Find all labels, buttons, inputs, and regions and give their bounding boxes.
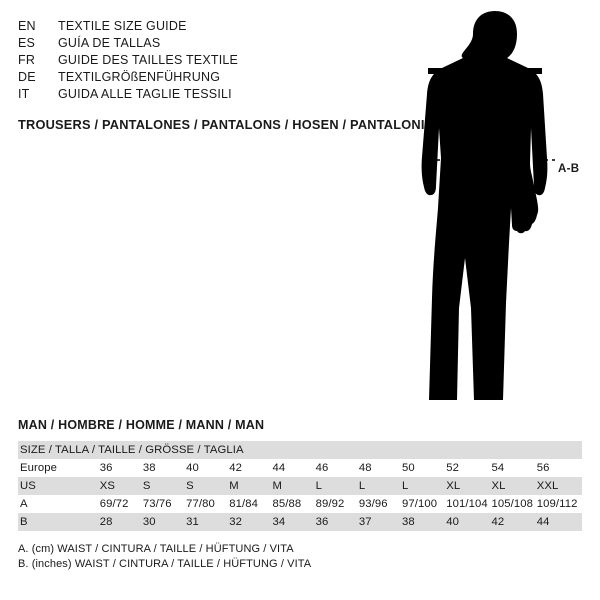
language-text-fr: GUIDE DES TAILLES TEXTILE <box>58 53 239 67</box>
cell-europe-5: 46 <box>315 462 329 474</box>
cell-us-4: M <box>272 477 315 495</box>
cell-a-8: 101/104 <box>446 498 488 510</box>
language-text-de: TEXTILGRÖßENFÜHRUNG <box>58 70 221 84</box>
cell-us-10: XXL <box>537 477 582 495</box>
cell-us-7: L <box>402 477 446 495</box>
language-code-en: EN <box>18 19 36 33</box>
cell-b-7: 38 <box>402 513 446 531</box>
cell-europe-7: 50 <box>402 462 415 474</box>
cell-a-5: 89/92 <box>315 498 345 510</box>
language-code-de: DE <box>18 70 36 84</box>
language-code-it: IT <box>18 87 30 101</box>
cell-a-10: 109/112 <box>536 498 578 510</box>
row-label-size: SIZE / TALLA / TAILLE / GRÖSSE / TAGLIA <box>18 441 582 459</box>
cell-us-1: S <box>143 477 186 495</box>
cell-europe-1: 38 <box>142 462 156 474</box>
language-text-en: TEXTILE SIZE GUIDE <box>58 19 187 33</box>
cell-us-9: XL <box>492 477 537 495</box>
cell-a-3: 81/84 <box>229 498 259 510</box>
cell-b-8: 40 <box>446 513 491 531</box>
language-text-es: GUÍA DE TALLAS <box>58 36 161 50</box>
cell-europe-2: 40 <box>186 462 199 474</box>
cell-a-7: 97/100 <box>402 498 438 510</box>
cell-us-8: XL <box>446 477 491 495</box>
cell-b-4: 34 <box>272 513 315 531</box>
cell-b-3: 32 <box>229 513 272 531</box>
cell-europe-10: 56 <box>536 462 550 474</box>
row-label-europe: Europe <box>20 462 58 474</box>
cell-europe-6: 48 <box>358 462 372 474</box>
cell-a-6: 93/96 <box>358 498 388 510</box>
language-header <box>18 18 238 103</box>
table-row-europe <box>18 459 582 477</box>
cell-a-0: 69/72 <box>99 498 129 510</box>
cell-b-0: 28 <box>100 513 143 531</box>
language-row-fr <box>18 52 238 69</box>
table-group-title: MAN / HOMBRE / HOMME / MANN / MAN <box>18 418 265 432</box>
footnote-b: B. (inches) WAIST / CINTURA / TAILLE / HÜFTUNG / VITA <box>18 558 312 570</box>
cell-us-3: M <box>229 477 272 495</box>
cell-a-1: 73/76 <box>142 498 172 510</box>
cell-b-1: 30 <box>143 513 186 531</box>
cell-a-9: 105/108 <box>491 498 534 510</box>
cell-a-4: 85/88 <box>272 498 302 510</box>
language-row-it <box>18 86 238 103</box>
row-label-us: US <box>18 477 100 495</box>
cell-europe-9: 54 <box>491 462 505 474</box>
table-row-b <box>18 513 582 531</box>
cell-europe-8: 52 <box>446 462 459 474</box>
category-title: TROUSERS / PANTALONES / PANTALONS / HOSEN / PANTALONI <box>18 117 425 132</box>
cell-us-2: S <box>186 477 229 495</box>
size-table-section <box>18 418 582 572</box>
table-row-us <box>18 477 582 495</box>
language-row-en <box>18 18 238 35</box>
table-row-size-header <box>18 441 582 459</box>
trousers-figure <box>395 8 590 408</box>
cell-b-6: 37 <box>359 513 402 531</box>
row-label-b: B <box>18 513 100 531</box>
footnotes <box>18 542 582 572</box>
cell-a-2: 77/80 <box>186 498 215 510</box>
cell-europe-4: 44 <box>272 462 286 474</box>
language-code-fr: FR <box>18 53 36 67</box>
footnote-a: A. (cm) WAIST / CINTURA / TAILLE / HÜFTUNG / VITA <box>18 543 294 555</box>
man-silhouette-icon <box>395 8 590 408</box>
language-row-de <box>18 69 238 86</box>
cell-b-9: 42 <box>492 513 537 531</box>
table-row-a <box>18 495 582 513</box>
cell-b-2: 31 <box>186 513 229 531</box>
cell-us-6: L <box>359 477 402 495</box>
row-label-a: A <box>20 498 28 510</box>
cell-b-10: 44 <box>537 513 582 531</box>
language-text-it: GUIDA ALLE TAGLIE TESSILI <box>58 87 232 101</box>
cell-europe-0: 36 <box>99 462 113 474</box>
cell-europe-3: 42 <box>229 462 243 474</box>
size-table <box>18 441 582 531</box>
cell-b-5: 36 <box>316 513 359 531</box>
measure-label-ab: A-B <box>558 163 580 175</box>
language-row-es <box>18 35 238 52</box>
cell-us-0: XS <box>100 477 143 495</box>
cell-us-5: L <box>316 477 359 495</box>
language-code-es: ES <box>18 36 36 50</box>
